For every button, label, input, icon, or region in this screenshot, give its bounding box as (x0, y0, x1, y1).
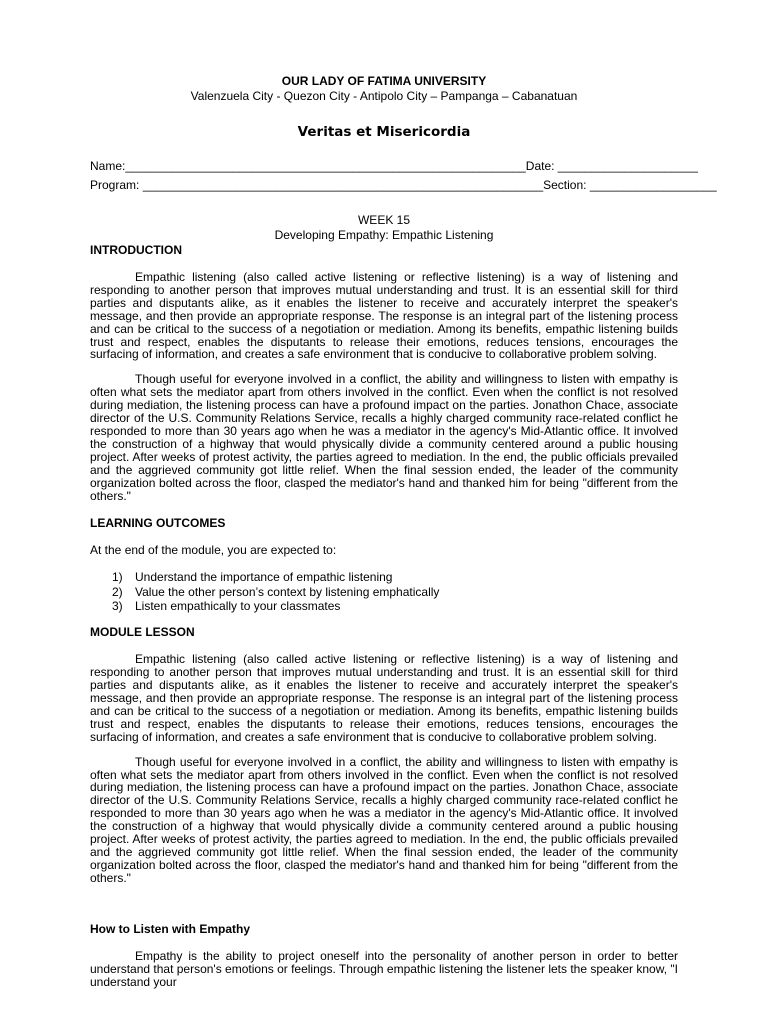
program-section-row (90, 178, 717, 193)
document-page (90, 74, 717, 989)
introduction-paragraph-1: Empathic listening (also called active listening or reflective listening) is a way of listening and responding to another person that improves mutual understanding and trust. It is an essential skill for third parties and disputants alike, as it enables the listener to receive and accurately interpret the speaker's message, and then provide an appropriate response. The response is an integral part of the listening process and can be critical to the success of a negotiation or mediation. Among its benefits, empathic listening builds trust and respect, enables the disputants to release their emotions, reduces tensions, encourages the surfacing of information, and creates a safe environment that is conducive to collaborative problem solving. (90, 270, 678, 362)
module-lesson-paragraph-1: Empathic listening (also called active listening or reflective listening) is a way of listening and responding to another person that improves mutual understanding and trust. It is an essential skill for third parties and disputants alike, as it enables the listener to receive and accurately interpret the speaker's message, and then provide an appropriate response. The response is an integral part of the listening process and can be critical to the success of a negotiation or mediation. Among its benefits, empathic listening builds trust and respect, enables the disputants to release their emotions, reduces tensions, encourages the surfacing of information, and creates a safe environment that is conducive to collaborative problem solving. (90, 652, 678, 744)
university-name: OUR LADY OF FATIMA UNIVERSITY (281, 74, 487, 88)
list-item (90, 570, 678, 584)
section-label: Section: (543, 178, 590, 192)
module-lesson-heading: MODULE LESSON (90, 625, 195, 640)
list-item-number: 3) (112, 599, 123, 613)
date-label: Date: (525, 159, 558, 173)
list-item (90, 599, 678, 613)
list-item-text: Value the other person’s context by listening emphatically (135, 584, 440, 599)
introduction-paragraph-2: Though useful for everyone involved in a conflict, the ability and willingness to listen with empathy is often what sets the mediator apart from others involved in the conflict. Even when the conflict is not resolved during mediation, the listening process can have a profound impact on the parties. Jonathon Chace, associate director of the U.S. Community Relations Service, recalls a highly charged community race-related conflict he responded to more than 30 years ago when he was a mediator in the agency's Mid-Atlantic office. It involved the construction of a highway that would physically divide a community centered around a public housing project. After weeks of protest activity, the parties agreed to mediation. In the end, the public officials prevailed and the aggrieved community got little relief. When the final session ended, the leader of the community organization bolted across the floor, clasped the mediator's hand and thanked him for being "different from the others." (90, 372, 678, 503)
list-item (90, 585, 678, 599)
university-campuses: Valenzuela City - Quezon City - Antipolo City – Pampanga – Cabanatuan (190, 89, 578, 103)
section-field[interactable]: ___________________ (589, 178, 717, 192)
university-motto: Veritas et Misericordia (297, 124, 471, 140)
how-to-listen-heading: How to Listen with Empathy (90, 921, 251, 936)
program-field[interactable]: ____________________________________________________________ (142, 178, 544, 192)
module-lesson-paragraph-2: Though useful for everyone involved in a conflict, the ability and willingness to listen with empathy is often what sets the mediator apart from others involved in the conflict. Even when the conflict is not resolved during mediation, the listening process can have a profound impact on the parties. Jonathon Chace, associate director of the U.S. Community Relations Service, recalls a highly charged community race-related conflict he responded to more than 30 years ago when he was a mediator in the agency's Mid-Atlantic office. It involved the construction of a highway that would physically divide a community centered around a public housing project. After weeks of protest activity, the parties agreed to mediation. In the end, the public officials prevailed and the aggrieved community got little relief. When the final session ended, the leader of the community organization bolted across the floor, clasped the mediator's hand and thanked him for being "different from the others." (90, 754, 678, 885)
learning-outcomes-heading: LEARNING OUTCOMES (90, 516, 226, 531)
how-to-listen-paragraph: Empathy is the ability to project oneself into the personality of another person in order to better understand that person's emotions or feelings. Through empathic listening the listener lets the speaker know, "I understand your (90, 948, 678, 989)
introduction-heading: INTRODUCTION (90, 243, 182, 257)
learning-outcomes-list (90, 570, 678, 613)
list-item-text: Understand the importance of empathic listening (135, 570, 393, 585)
date-field[interactable]: _____________________ (557, 159, 698, 173)
name-date-row (90, 159, 698, 174)
list-item-text: Listen empathically to your classmates (135, 599, 341, 613)
list-item-number: 1) (112, 570, 123, 585)
name-label: Name: (90, 159, 126, 173)
list-item-number: 2) (112, 584, 123, 599)
lesson-topic: Developing Empathy: Empathic Listening (274, 228, 494, 242)
name-field[interactable]: ____________________________________________________________ (125, 159, 526, 173)
learning-outcomes-intro: At the end of the module, you are expected to: (90, 543, 337, 558)
week-label: WEEK 15 (357, 213, 411, 227)
program-label: Program: (90, 178, 143, 192)
